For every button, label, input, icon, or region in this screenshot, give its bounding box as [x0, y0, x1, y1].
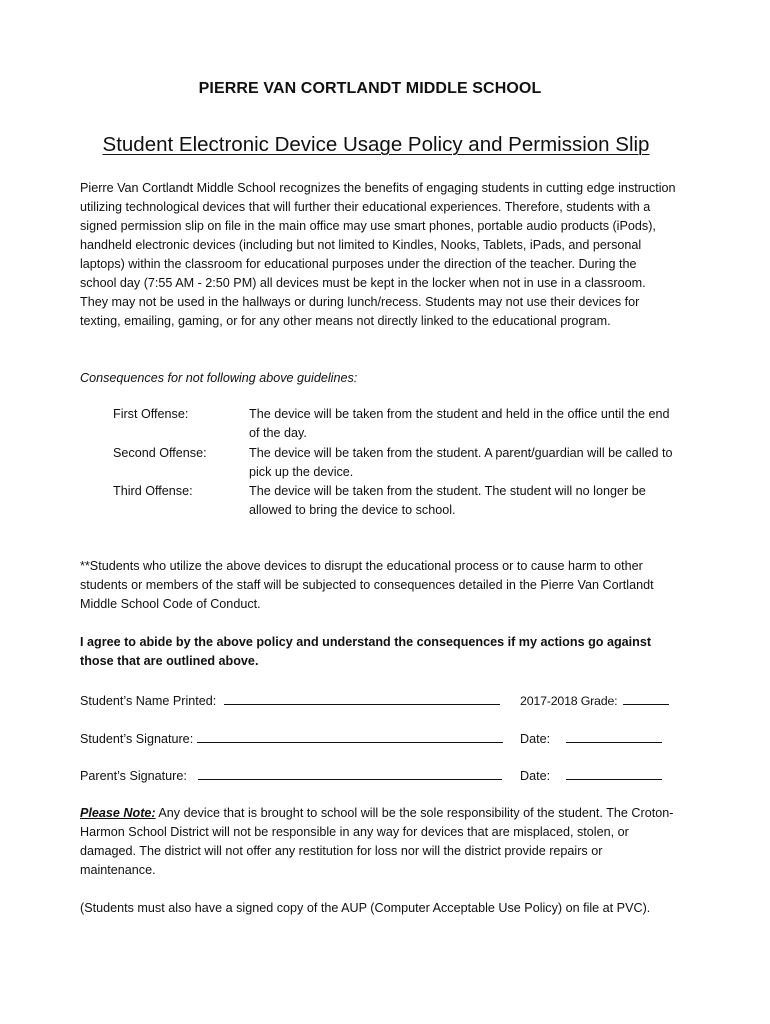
grade-field — [520, 691, 669, 711]
consequences-heading: Consequences for not following above guidelines: — [80, 371, 358, 385]
student-date-field — [520, 729, 662, 749]
student-signature-blank[interactable] — [197, 729, 503, 743]
student-name-label: Student’s Name Printed: — [80, 694, 217, 708]
note-label: Please Note: — [80, 806, 156, 820]
offense-label: First Offense: — [113, 407, 189, 421]
offense-consequence: The device will be taken from the student. The student will no longer be allowed to bring the device to school. — [249, 484, 646, 517]
student-signature-field — [80, 729, 503, 749]
student-date-blank[interactable] — [566, 729, 662, 743]
parent-date-blank[interactable] — [566, 766, 662, 780]
parent-signature-label: Parent’s Signature: — [80, 769, 187, 783]
parent-signature-blank[interactable] — [198, 766, 502, 780]
warning-paragraph: **Students who utilize the above devices to disrupt the educational process or to cause harm to other students or members of the staff will be subjected to consequences detailed in the Pierre Van Cortlandt Middle School Code of Conduct. — [80, 559, 654, 611]
note-paragraph — [80, 804, 676, 880]
note-text: Any device that is brought to school will be the sole responsibility of the student. The Croton-Harmon School District will not be responsible in any way for devices that are misplaced, stolen, or damaged. The district will not offer any restitution for loss nor will the district provide repairs or maintenance. — [80, 806, 674, 877]
offense-consequence: The device will be taken from the student. A parent/guardian will be called to pick up the device. — [249, 446, 673, 479]
student-name-field — [80, 691, 500, 711]
offense-label: Third Offense: — [113, 484, 193, 498]
parent-signature-field — [80, 766, 502, 786]
aup-paragraph: (Students must also have a signed copy of the AUP (Computer Acceptable Use Policy) on file at PVC). — [80, 901, 651, 915]
date-label: Date: — [520, 732, 551, 746]
intro-paragraph: Pierre Van Cortlandt Middle School recognizes the benefits of engaging students in cutting edge instruction utilizing technological devices that will further their educational experiences. Therefore, students with a signed permission slip on file in the main office may use smart phones, portable audio products (iPods), handheld electronic devices (including but not limited to Kindles, Nooks, Tablets, iPads, and personal laptops) within the classroom for educational purposes under the direction of the teacher. During the school day (7:55 AM - 2:50 PM) all devices must be kept in the locker when not in use in a classroom. They may not be used in the hallways or during lunch/recess. Students may not use their devices for texting, emailing, gaming, or for any other means not directly linked to the educational program. — [80, 181, 676, 328]
student-name-blank[interactable] — [224, 691, 500, 705]
grade-blank[interactable] — [623, 691, 669, 705]
parent-date-field — [520, 766, 662, 786]
date-label: Date: — [520, 769, 551, 783]
offense-label: Second Offense: — [113, 446, 207, 460]
offense-consequence: The device will be taken from the student and held in the office until the end of the day. — [249, 407, 670, 440]
student-signature-label: Student’s Signature: — [80, 732, 194, 746]
grade-label: 2017-2018 Grade: — [520, 694, 618, 708]
agreement-statement: I agree to abide by the above policy and understand the consequences if my actions go against those that are outlined above. — [80, 635, 652, 668]
school-name: PIERRE VAN CORTLANDT MIDDLE SCHOOL — [198, 80, 542, 97]
document-title: Student Electronic Device Usage Policy and Permission Slip — [102, 133, 650, 156]
